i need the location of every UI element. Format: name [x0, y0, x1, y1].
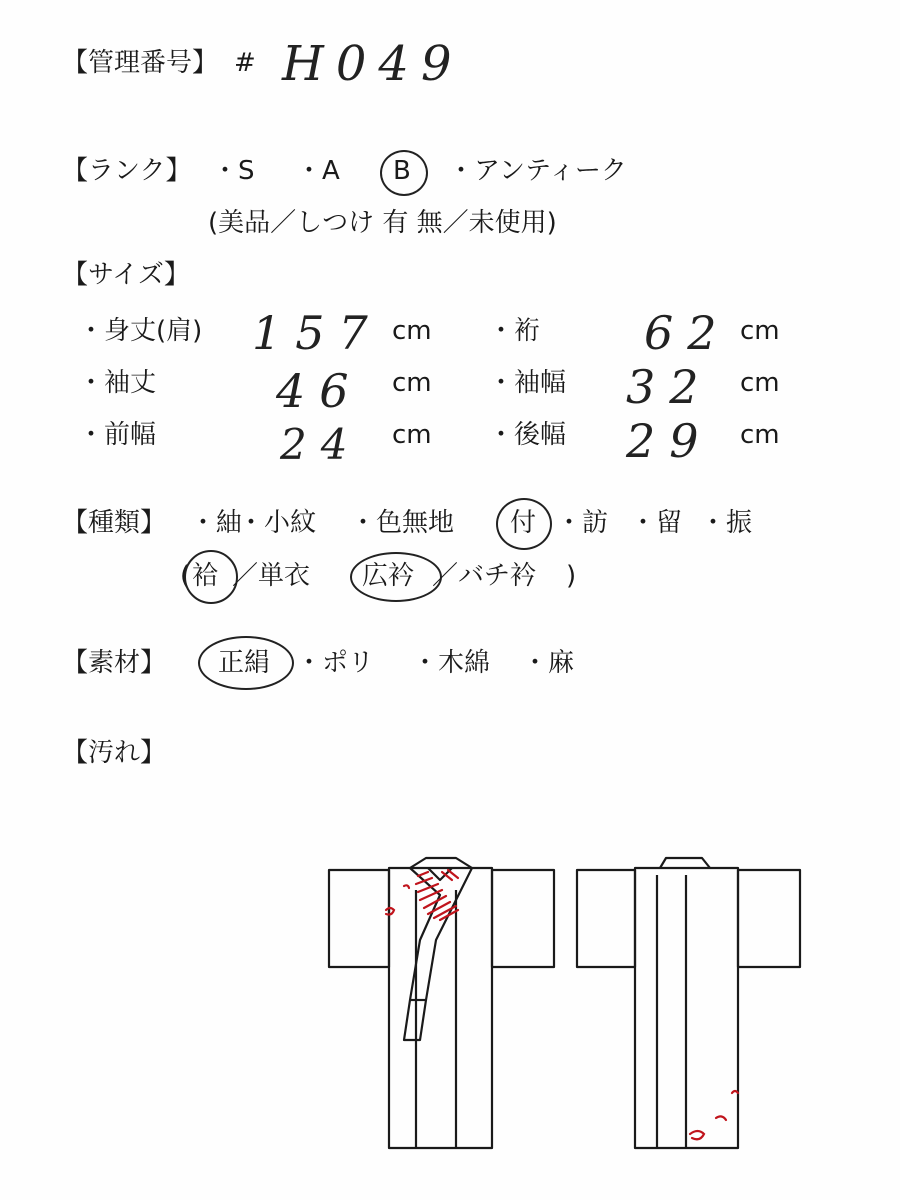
kind-option: ・紬: [190, 508, 243, 538]
size-unit: cm: [740, 368, 780, 398]
size-row-label: ・前幅: [78, 420, 157, 450]
rank-option-antique: ・アンティーク: [448, 156, 627, 186]
size-row-value: 157: [252, 306, 382, 360]
size-row-label: ・袖幅: [488, 368, 567, 398]
size-row-value: 24: [280, 420, 362, 469]
kind-option: ・留: [630, 508, 683, 538]
rank-condition-note: (美品／しつけ 有 無／未使用): [208, 208, 557, 238]
hash-sign: #: [234, 48, 256, 78]
material-label: 【素材】: [62, 648, 167, 678]
kind-option: ・小紋: [238, 508, 317, 538]
material-option: ・木綿: [412, 648, 491, 678]
size-row-label: ・身丈(肩): [78, 316, 203, 346]
size-unit: cm: [392, 316, 432, 346]
size-unit: cm: [740, 420, 780, 450]
size-row-label: ・裄: [488, 316, 541, 346]
kind-collar-option: ／バチ衿: [432, 561, 537, 591]
rank-option-a: ・A: [296, 156, 340, 186]
kind-lining-selected: 袷: [192, 561, 219, 591]
kind-option: ・訪: [556, 508, 609, 538]
kind-label: 【種類】: [62, 508, 167, 538]
size-unit: cm: [392, 368, 432, 398]
rank-label: 【ランク】: [62, 156, 192, 186]
size-row-value: 32: [626, 360, 713, 414]
kind-option-selected: 付: [510, 508, 537, 538]
kind-collar-selected: 広衿: [362, 561, 415, 591]
material-option: ・ポリ: [296, 648, 375, 678]
material-option-selected: 正絹: [218, 648, 271, 678]
stains-label: 【汚れ】: [62, 738, 167, 768]
kind-option: ・振: [700, 508, 753, 538]
size-row-value: 62: [644, 306, 731, 360]
management-number: H049: [282, 36, 464, 92]
size-row-value: 46: [276, 364, 363, 418]
management-number-label: 【管理番号】: [62, 48, 219, 78]
size-label: 【サイズ】: [62, 260, 190, 290]
rank-option-b: B: [393, 156, 411, 186]
kind-lining-option: ／単衣: [232, 561, 311, 591]
kind-paren-close: ): [566, 561, 577, 591]
kind-option: ・色無地: [350, 508, 455, 538]
rank-option-s: ・S: [212, 156, 255, 186]
size-unit: cm: [392, 420, 432, 450]
size-row-value: 29: [626, 414, 713, 468]
size-row-label: ・袖丈: [78, 368, 157, 398]
kind-paren-open: (: [180, 561, 191, 591]
kimono-front-diagram: [329, 858, 554, 1148]
size-row-label: ・後幅: [488, 420, 567, 450]
material-option: ・麻: [522, 648, 575, 678]
kimono-back-diagram: [577, 858, 800, 1148]
size-unit: cm: [740, 316, 780, 346]
